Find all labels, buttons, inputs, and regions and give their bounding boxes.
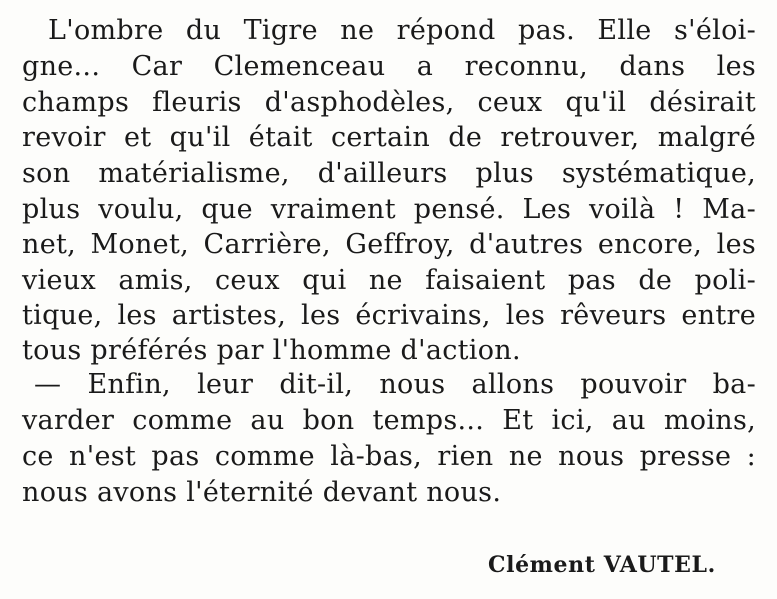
text-line: net, Monet, Carrière, Geffroy, d'autres encore, les — [22, 229, 756, 260]
text-line: gne... Car Clemenceau a reconnu, dans les — [22, 51, 756, 82]
text-line: ce n'est pas comme là-bas, rien ne nous presse : — [22, 441, 756, 472]
text-line: L'ombre du Tigre ne répond pas. Elle s'éloi- — [48, 15, 756, 46]
text-line: plus voulu, que vraiment pensé. Les voilà ! Ma- — [22, 194, 756, 225]
text-line: varder comme au bon temps... Et ici, au moins, — [22, 405, 756, 436]
text-line: tous préférés par l'homme d'action. — [22, 335, 521, 366]
text-line: — Enfin, leur dit-il, nous allons pouvoir ba- — [34, 369, 756, 400]
text-line: vieux amis, ceux qui ne faisaient pas de poli- — [22, 265, 756, 296]
text-line: revoir et qu'il était certain de retrouver, malgré — [22, 122, 756, 153]
text-line: champs fleuris d'asphodèles, ceux qu'il désirait — [22, 87, 756, 118]
author-signature: Clément VAUTEL. — [488, 552, 716, 578]
text-line: nous avons l'éternité devant nous. — [22, 477, 502, 508]
text-line: tique, les artistes, les écrivains, les rêveurs entre — [22, 300, 756, 331]
text-line: son matérialisme, d'ailleurs plus systématique, — [22, 158, 756, 189]
